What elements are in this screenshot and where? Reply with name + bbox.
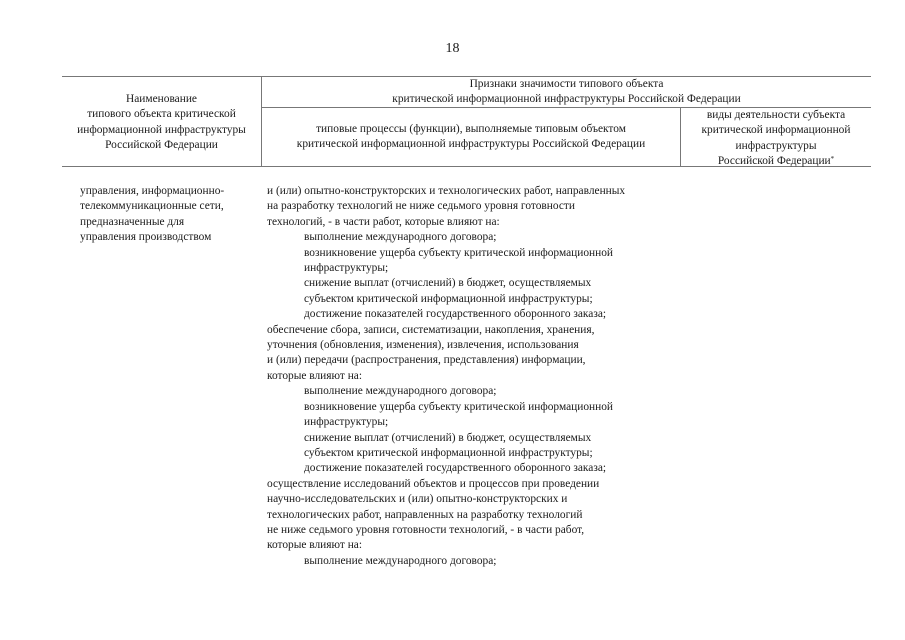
header-name-column xyxy=(62,92,261,154)
processes-cell xyxy=(267,184,687,569)
process-line: выполнение международного договора; xyxy=(304,385,497,398)
object-name-cell xyxy=(80,184,260,246)
header-line xyxy=(681,154,871,169)
name-line: управления производством xyxy=(80,231,212,244)
process-line: технологий, - в части работ, которые влияют на: xyxy=(267,215,500,228)
footnote-marker: * xyxy=(830,155,835,164)
header-line: виды деятельности субъекта xyxy=(706,109,846,121)
process-line: технологических работ, направленных на разработку технологий xyxy=(267,508,583,521)
process-line: возникновение ущерба субъекту критической информационной xyxy=(304,400,614,413)
header-significance-group xyxy=(262,77,871,108)
page-number: 18 xyxy=(445,41,460,56)
header-line: критической информационной инфраструктуры Российской Федерации xyxy=(392,93,741,106)
header-line: Признаки значимости типового объекта xyxy=(469,78,664,90)
header-line: инфраструктуры xyxy=(735,139,817,152)
process-line: выполнение международного договора; xyxy=(304,554,497,567)
header-line: информационной инфраструктуры xyxy=(77,123,246,136)
process-line: достижение показателей государственного оборонного заказа; xyxy=(304,308,607,321)
process-line: уточнения (обновления, изменения), извлечения, использования xyxy=(267,339,579,352)
header-line: Наименование xyxy=(126,93,197,105)
process-line: и (или) опытно-конструкторских и технологических работ, направленных xyxy=(267,185,626,197)
name-line: управления, информационно- xyxy=(80,185,225,197)
process-line: обеспечение сбора, записи, систематизации, накопления, хранения, xyxy=(267,323,595,336)
name-line: телекоммуникационные сети, xyxy=(80,200,224,213)
header-line-text: Российской Федерации xyxy=(717,155,831,168)
process-line: которые влияют на: xyxy=(267,539,363,552)
header-activities-column xyxy=(681,108,871,170)
name-line: предназначенные для xyxy=(80,215,185,228)
process-line: выполнение международного договора; xyxy=(304,231,497,244)
process-line: которые влияют на: xyxy=(267,369,363,382)
process-line: не ниже седьмого уровня готовности технологий, - в части работ, xyxy=(267,523,585,536)
header-line: Российской Федерации xyxy=(105,139,218,152)
process-line: осуществление исследований объектов и процессов при проведении xyxy=(267,477,600,490)
process-line: возникновение ущерба субъекту критической информационной xyxy=(304,246,614,259)
header-line: типового объекта критической xyxy=(87,108,236,121)
process-line: инфраструктуры; xyxy=(304,416,389,429)
process-line: снижение выплат (отчислений) в бюджет, осуществляемых xyxy=(304,277,592,290)
process-line: инфраструктуры; xyxy=(304,262,389,275)
process-line: научно-исследовательских и (или) опытно-конструкторских и xyxy=(267,493,568,506)
process-line: субъектом критической информационной инфраструктуры; xyxy=(304,292,593,305)
process-line: и (или) передачи (распространения, представления) информации, xyxy=(267,354,586,367)
process-line: субъектом критической информационной инфраструктуры; xyxy=(304,446,593,459)
header-line: критической информационной xyxy=(701,124,851,137)
header-processes-column xyxy=(262,122,680,153)
process-line: достижение показателей государственного оборонного заказа; xyxy=(304,462,607,475)
header-line: критической информационной инфраструктуры Российской Федерации xyxy=(296,138,646,151)
process-line: снижение выплат (отчислений) в бюджет, осуществляемых xyxy=(304,431,592,444)
process-line: на разработку технологий не ниже седьмого уровня готовности xyxy=(267,200,575,213)
header-line: типовые процессы (функции), выполняемые типовым объектом xyxy=(316,123,626,135)
